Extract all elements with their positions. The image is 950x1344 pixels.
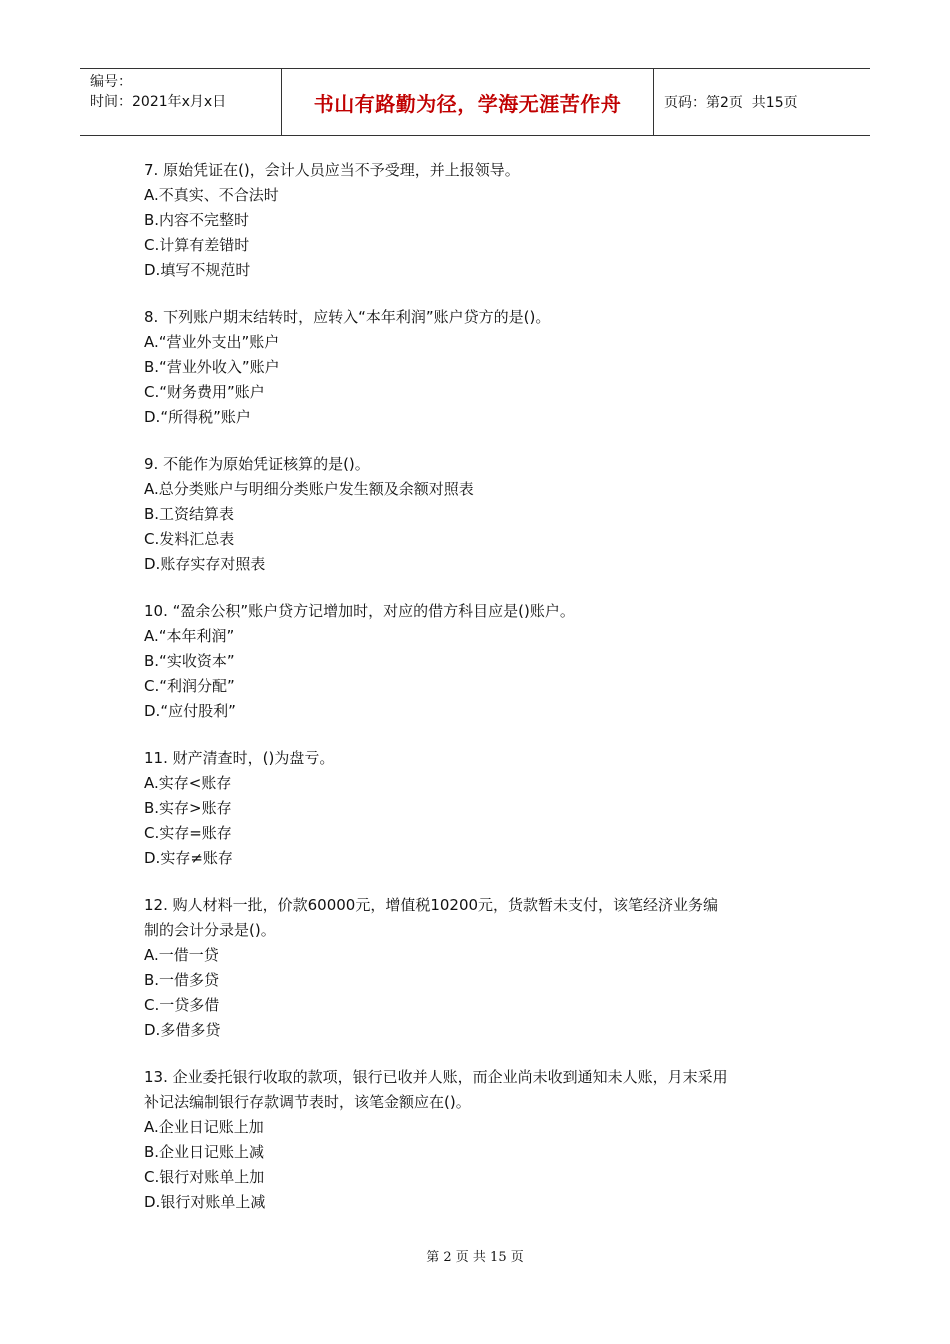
answer-option: D.填写不规范时 (144, 261, 251, 279)
answer-option: D.实存≠账存 (144, 849, 233, 867)
answer-option: B.“营业外收入”账户 (144, 358, 280, 376)
answer-option: B.工资结算表 (144, 505, 235, 523)
answer-option: A.“营业外支出”账户 (144, 333, 280, 351)
question-stem: 制的会计分录是()。 (144, 921, 276, 939)
question-block (144, 452, 804, 577)
question-block (144, 893, 804, 1043)
question-stem: 补记法编制银行存款调节表时，该笔金额应在()。 (144, 1093, 471, 1111)
question-block (144, 158, 804, 283)
header-meta (80, 69, 282, 135)
answer-option: D.银行对账单上减 (144, 1193, 266, 1211)
question-block (144, 746, 804, 871)
question-block (144, 1065, 804, 1215)
answer-option: A.“本年利润” (144, 627, 235, 645)
question-block (144, 305, 804, 430)
page-footer (0, 1246, 950, 1265)
answer-option: D.“所得税”账户 (144, 408, 251, 426)
answer-option: C.一贷多借 (144, 996, 220, 1014)
question-list (144, 158, 804, 1237)
header-motto-cell (282, 69, 654, 135)
answer-option: D.多借多贷 (144, 1021, 221, 1039)
answer-option: C.发料汇总表 (144, 530, 235, 548)
question-block (144, 599, 804, 724)
question-stem: 10. “盈余公积”账户贷方记增加时，对应的借方科目应是()账户。 (144, 602, 575, 620)
answer-option: B.“实收资本” (144, 652, 235, 670)
footer-page-number: 第 2 页 共 15 页 (426, 1250, 524, 1265)
answer-option: C.银行对账单上加 (144, 1168, 265, 1186)
answer-option: B.实存>账存 (144, 799, 232, 817)
question-stem: 13. 企业委托银行收取的款项，银行已收并人账，而企业尚未收到通知未人账，月末采用 (144, 1068, 728, 1086)
document-code: 编号： (90, 74, 132, 90)
page-header (80, 68, 870, 136)
answer-option: B.一借多贷 (144, 971, 220, 989)
answer-option: B.企业日记账上减 (144, 1143, 265, 1161)
question-stem: 7. 原始凭证在()，会计人员应当不予受理，并上报领导。 (144, 161, 520, 179)
answer-option: C.计算有差错时 (144, 236, 250, 254)
answer-option: C.“财务费用”账户 (144, 383, 265, 401)
question-stem: 8. 下列账户期末结转时，应转入“本年利润”账户贷方的是()。 (144, 308, 551, 326)
answer-option: D.“应付股利” (144, 702, 236, 720)
answer-option: D.账存实存对照表 (144, 555, 266, 573)
answer-option: A.不真实、不合法时 (144, 186, 279, 204)
question-stem: 12. 购人材料一批，价款60000元，增值税10200元，货款暂未支付，该笔经济业务编 (144, 896, 719, 914)
header-motto: 书山有路勤为径，学海无涯苦作舟 (313, 91, 622, 116)
header-page-info: 页码：第2页 共15页 (664, 95, 798, 111)
question-stem: 11. 财产清查时，()为盘亏。 (144, 749, 335, 767)
answer-option: C.实存=账存 (144, 824, 232, 842)
document-date: 时间：2021年x月x日 (90, 94, 227, 110)
answer-option: B.内容不完整时 (144, 211, 250, 229)
answer-option: A.实存<账存 (144, 774, 232, 792)
answer-option: A.总分类账户与明细分类账户发生额及余额对照表 (144, 480, 474, 498)
answer-option: C.“利润分配” (144, 677, 235, 695)
question-stem: 9. 不能作为原始凭证核算的是()。 (144, 455, 370, 473)
header-page-info-cell (654, 69, 870, 135)
answer-option: A.一借一贷 (144, 946, 219, 964)
answer-option: A.企业日记账上加 (144, 1118, 264, 1136)
